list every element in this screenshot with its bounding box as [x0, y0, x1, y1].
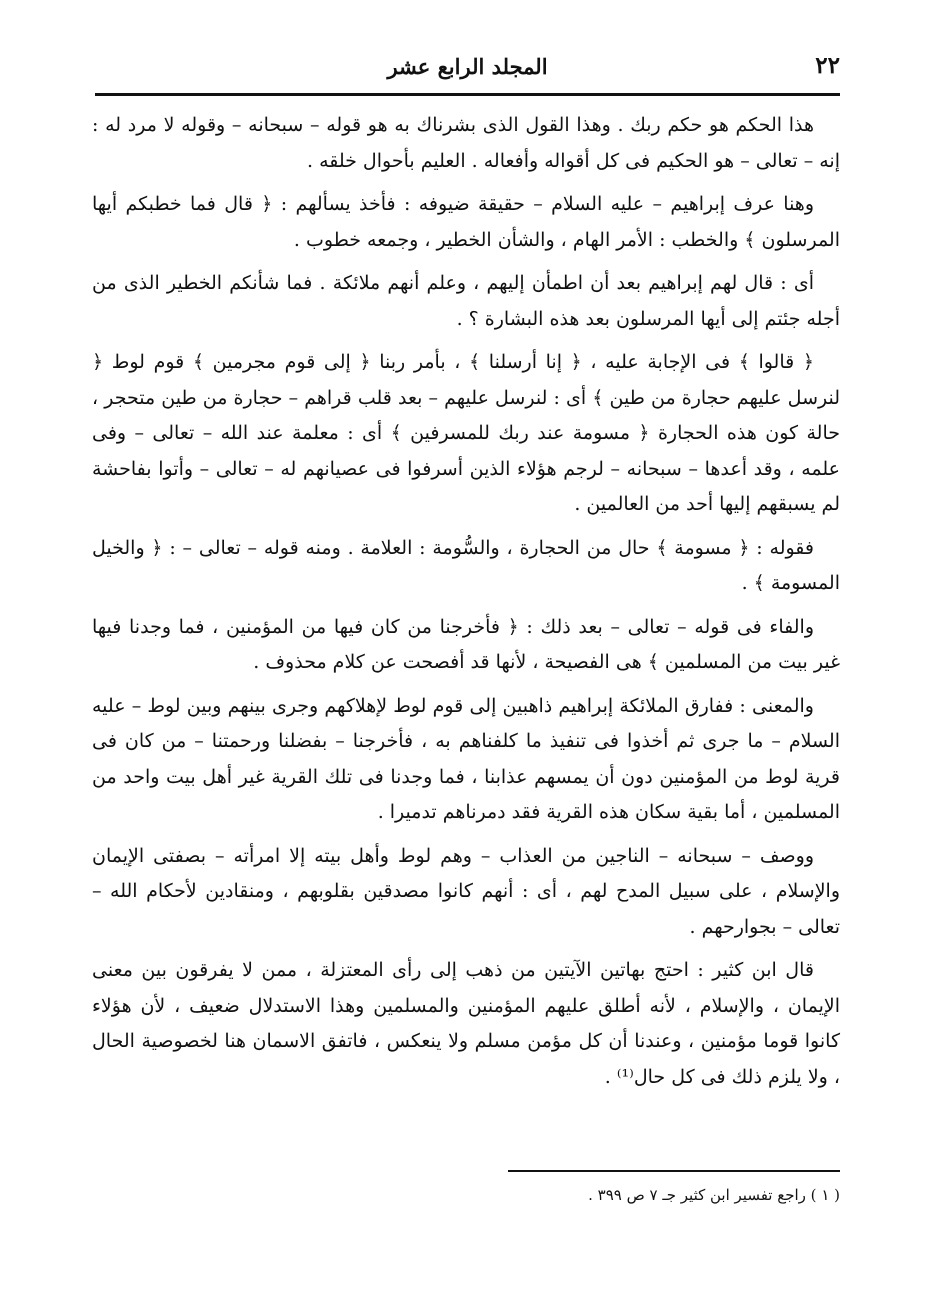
volume-title: المجلد الرابع عشر: [387, 54, 548, 79]
page-number: ٢٢: [815, 52, 840, 79]
paragraph: فقوله : ﴿ مسومة ﴾ حال من الحجارة ، والسُّومة : العلامة . ومنه قوله – تعالى – : ﴿ والخيل المسومة ﴾ .: [92, 536, 840, 594]
paragraph: ﴿ قالوا ﴾ فى الإجابة عليه ، ﴿ إنا أرسلنا ﴾ ، بأمر ربنا ﴿ إلى قوم مجرمين ﴾ قوم لوط ﴿ لنرسل عليهم حجارة من طين ﴾ أى : لنرسل عليهم – بعد قلب قراهم – حجارة من طين متحجر ، حالة كون هذه الحجارة ﴿ مسومة عند ربك للمسرفين ﴾ أى : معلمة عند الله – تعالى – وفى علمه ، وقد أعدها – سبحانه – لرجم هؤلاء الذين أسرفوا فى عصيانهم له – تعالى – وأتوا بفاحشة لم يسبقهم إليها أحد من العالمين .: [92, 351, 840, 515]
footnote-divider: [508, 1170, 840, 1172]
body-text: [92, 108, 840, 1103]
paragraph: هذا الحكم هو حكم ربك . وهذا القول الذى بشرناك به هو قوله – سبحانه – وقوله لا مرد له : إنه – تعالى – هو الحكيم فى كل أقواله وأفعاله . العليم بأحوال خلقه .: [92, 114, 840, 172]
paragraph: قال ابن كثير : احتج بهاتين الآيتين من ذهب إلى رأى المعتزلة ، ممن لا يفرقون بين معنى الإيمان ، والإسلام ، لأنه أطلق عليهم المؤمنين والمسلمين وهذا الاستدلال ضعيف ، لأن هؤلاء كانوا قوما مؤمنين ، وعندنا أن كل مؤمن مسلم ولا ينعكس ، فاتفق الاسمان هنا لخصوصية الحال ، ولا يلزم ذلك فى كل حال⁽¹⁾ .: [92, 959, 840, 1088]
paragraph: والمعنى : ففارق الملائكة إبراهيم ذاهبين إلى قوم لوط لإهلاكهم وجرى بينهم وبين لوط – عليه السلام – ما جرى ثم أخذوا فى تنفيذ ما كلفناهم به ، فأخرجنا – بفضلنا ورحمتنا – من كان فى قرية لوط من المؤمنين دون أن يمسهم عذابنا ، فما وجدنا فى تلك القرية غير أهل بيت واحد من المسلمين ، أما بقية سكان هذه القرية فقد دمرناهم تدميرا .: [92, 694, 840, 823]
paragraph: أى : قال لهم إبراهيم بعد أن اطمأن إليهم ، وعلم أنهم ملائكة . فما شأنكم الخطير الذى من أجله جئتم إلى أيها المرسلون بعد هذه البشارة ؟ .: [92, 272, 840, 330]
header-divider: [95, 93, 840, 96]
page-header: [95, 50, 840, 90]
paragraph: ووصف – سبحانه – الناجين من العذاب – وهم لوط وأهل بيته إلا امرأته – بصفتى الإيمان والإسلام ، على سبيل المدح لهم ، أى : أنهم كانوا مصدقين بقلوبهم ، ومنقادين لأحكام الله – تعالى – بجوارحهم .: [92, 844, 840, 938]
paragraph: والفاء فى قوله – تعالى – بعد ذلك : ﴿ فأخرجنا من كان فيها من المؤمنين ، فما وجدنا فيها غير بيت من المسلمين ﴾ هى الفصيحة ، لأنها قد أفصحت عن كلام محذوف .: [92, 615, 840, 673]
footnote: ( ١ ) راجع تفسير ابن كثير جـ ٧ ص ٣٩٩ .: [588, 1186, 840, 1204]
paragraph: وهنا عرف إبراهيم – عليه السلام – حقيقة ضيوفه : فأخذ يسألهم : ﴿ قال فما خطبكم أيها المرسلون ﴾ والخطب : الأمر الهام ، والشأن الخطير ، وجمعه خطوب .: [92, 193, 840, 251]
